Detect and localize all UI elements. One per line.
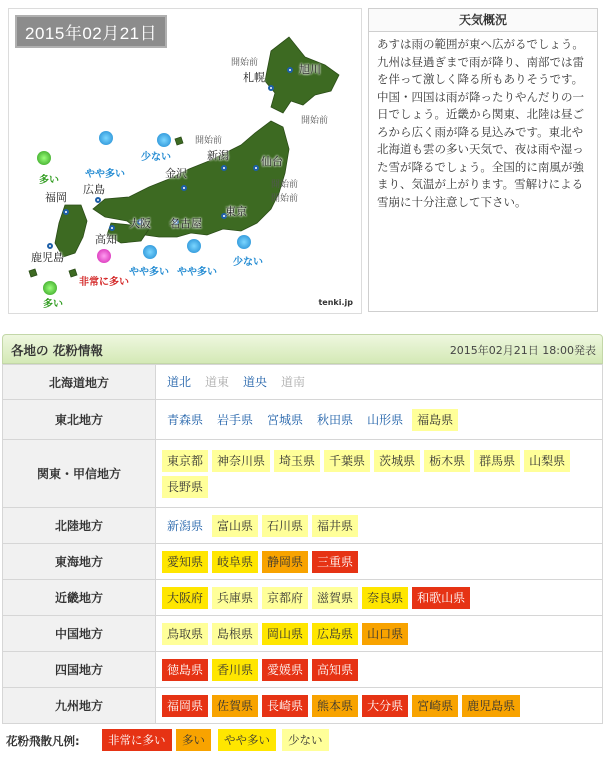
pollen-label-fukuoka: 多い [39, 175, 59, 186]
prefecture-link[interactable]: 徳島県 [162, 659, 208, 681]
prefecture-link[interactable]: 長野県 [162, 476, 208, 498]
pollen-icon-kanazawa [157, 133, 171, 147]
prefecture-link[interactable]: 愛知県 [162, 551, 208, 573]
legend-title: 花粉飛散凡例: [6, 734, 80, 748]
prefecture-link[interactable]: 群馬県 [474, 450, 520, 472]
weather-summary-text: あすは雨の範囲が東へ広がるでしょう。九州は昼過ぎまで雨が降り、南部では雷を伴って激しく降る所もありそうです。中国・四国は雨が降ったりやんだりの一日でしょう。近畿から関東、北陸は昼ごろから広く雨が降る見込みです。東北や北海道も雲の多い天気で、夜は雨や湿った雪が降るでしょう。全国的に南風が強まり、気温が上がります。雪解けによる雪崩に十分注意して下さい。 [377, 37, 584, 209]
prefecture-link[interactable]: 東京都 [162, 450, 208, 472]
region-row [3, 365, 603, 400]
prefecture-link[interactable]: 道北 [167, 375, 192, 389]
city-dot-asahikawa [287, 67, 293, 73]
legend-item: 多い [176, 729, 211, 751]
legend-item: やや多い [218, 729, 276, 751]
city-dot-hiroshima [95, 197, 101, 203]
city-dot-sapporo [268, 85, 274, 91]
prefecture-link[interactable]: 鹿児島県 [462, 695, 520, 717]
pollen-icon-kagoshima [43, 281, 57, 295]
prefecture-link[interactable]: 山形県 [367, 412, 404, 427]
region-name: 中国地方 [3, 616, 156, 652]
region-name: 東海地方 [3, 544, 156, 580]
prefecture-link[interactable]: 和歌山県 [412, 587, 470, 609]
prefecture-link[interactable]: 埼玉県 [274, 450, 320, 472]
prefecture-link[interactable]: 岩手県 [217, 412, 254, 427]
prefecture-list [156, 508, 603, 544]
prefecture-link[interactable]: 千葉県 [324, 450, 370, 472]
region-row [3, 616, 603, 652]
pollen-note-hokkaido: 開始前 [301, 116, 329, 126]
pollen-icon-kochi [97, 249, 111, 263]
legend-item: 非常に多い [102, 729, 172, 751]
pollen-table [2, 364, 603, 724]
pollen-label-kochi: 非常に多い [79, 277, 129, 288]
pollen-label-tokyo: 少ない [233, 257, 263, 268]
region-name: 九州地方 [3, 688, 156, 724]
pollen-title: 各地の 花粉情報 [11, 343, 103, 358]
city-label-kanazawa: 金沢 [165, 167, 187, 180]
weather-summary-title: 天気概況 [369, 9, 597, 32]
region-row [3, 688, 603, 724]
region-name: 北陸地方 [3, 508, 156, 544]
date-badge: 2015年02月21日 [15, 15, 167, 48]
prefecture-list [156, 616, 603, 652]
city-label-niigata: 新潟 [207, 149, 229, 162]
prefecture-link[interactable]: 広島県 [312, 623, 358, 645]
city-label-hiroshima: 広島 [83, 183, 105, 196]
prefecture-list [156, 580, 603, 616]
prefecture-link[interactable]: 鳥取県 [162, 623, 208, 645]
pollen-label-kanazawa: 少ない [141, 152, 171, 163]
prefecture-list [156, 365, 603, 400]
prefecture-link[interactable]: 滋賀県 [312, 587, 358, 609]
prefecture-link[interactable]: 大分県 [362, 695, 408, 717]
city-label-kochi: 高知 [95, 233, 117, 246]
prefecture-link[interactable]: 栃木県 [424, 450, 470, 472]
prefecture-link[interactable]: 宮城県 [267, 412, 304, 427]
city-dot-fukuoka [63, 209, 69, 215]
pollen-legend [2, 726, 603, 752]
prefecture-link[interactable]: 香川県 [212, 659, 258, 681]
pollen-icon-fukuoka [37, 151, 51, 165]
pollen-label-hiroshima: やや多い [85, 169, 125, 180]
prefecture-link[interactable]: 三重県 [312, 551, 358, 573]
weather-top-section [0, 0, 605, 320]
pollen-icon-tokyo [237, 235, 251, 249]
city-label-tokyo: 東京 [225, 205, 247, 218]
prefecture-link[interactable]: 神奈川県 [212, 450, 270, 472]
pollen-icon-osaka [143, 245, 157, 259]
prefecture-link[interactable]: 道央 [243, 375, 268, 389]
prefecture-link[interactable]: 長崎県 [262, 695, 308, 717]
prefecture-link[interactable]: 高知県 [312, 659, 358, 681]
prefecture-link[interactable]: 静岡県 [262, 551, 308, 573]
pollen-icon-hiroshima [99, 131, 113, 145]
pollen-note-sapporo: 開始前 [231, 58, 259, 68]
prefecture-link[interactable]: 岐阜県 [212, 551, 258, 573]
city-label-sendai: 仙台 [261, 155, 283, 168]
city-label-osaka: 大阪 [129, 217, 151, 230]
region-row [3, 400, 603, 440]
prefecture-link[interactable]: 富山県 [212, 515, 258, 537]
city-dot-niigata [221, 165, 227, 171]
city-dot-sendai [253, 165, 259, 171]
prefecture-link[interactable]: 愛媛県 [262, 659, 308, 681]
prefecture-list [156, 544, 603, 580]
pollen-note-east: 開始前 [271, 194, 299, 204]
prefecture-link[interactable]: 茨城県 [374, 450, 420, 472]
prefecture-list [156, 652, 603, 688]
region-name: 近畿地方 [3, 580, 156, 616]
city-label-fukuoka: 福岡 [45, 191, 67, 204]
prefecture-link[interactable]: 道南 [281, 375, 306, 389]
prefecture-link[interactable]: 佐賀県 [212, 695, 258, 717]
region-name: 関東・甲信地方 [3, 440, 156, 508]
prefecture-link[interactable]: 道東 [205, 375, 230, 389]
region-row [3, 440, 603, 508]
region-name: 北海道地方 [3, 365, 156, 400]
prefecture-list [156, 440, 603, 508]
prefecture-link[interactable]: 福井県 [312, 515, 358, 537]
pollen-icon-nagoya [187, 239, 201, 253]
city-label-kagoshima: 鹿児島 [31, 251, 64, 264]
prefecture-link[interactable]: 宮崎県 [412, 695, 458, 717]
region-row [3, 652, 603, 688]
city-label-asahikawa: 旭川 [299, 63, 321, 76]
region-name: 東北地方 [3, 400, 156, 440]
prefecture-list [156, 400, 603, 440]
prefecture-link[interactable]: 島根県 [212, 623, 258, 645]
region-row [3, 544, 603, 580]
weather-summary-panel [368, 8, 598, 312]
prefecture-link[interactable]: 兵庫県 [212, 587, 258, 609]
prefecture-link[interactable]: 山梨県 [524, 450, 570, 472]
prefecture-link[interactable]: 青森県 [167, 412, 204, 427]
prefecture-link[interactable]: 石川県 [262, 515, 308, 537]
city-label-sapporo: 札幌 [243, 71, 265, 84]
prefecture-link[interactable]: 京都府 [262, 587, 308, 609]
prefecture-list [156, 688, 603, 724]
city-label-nagoya: 名古屋 [169, 217, 202, 230]
pollen-label-osaka: やや多い [129, 267, 169, 278]
pollen-note-niigata: 開始前 [195, 136, 223, 146]
prefecture-link[interactable]: 岡山県 [262, 623, 308, 645]
prefecture-link[interactable]: 山口県 [362, 623, 408, 645]
pollen-header [2, 334, 603, 364]
japan-weather-map[interactable] [8, 8, 362, 314]
legend-item: 少ない [282, 729, 329, 751]
region-row [3, 508, 603, 544]
pollen-label-nagoya: やや多い [177, 267, 217, 278]
map-credit: tenki.jp [318, 298, 353, 307]
region-row [3, 580, 603, 616]
prefecture-link[interactable]: 奈良県 [362, 587, 408, 609]
region-name: 四国地方 [3, 652, 156, 688]
prefecture-link[interactable]: 熊本県 [312, 695, 358, 717]
prefecture-link[interactable]: 福島県 [412, 409, 458, 431]
city-dot-kanazawa [181, 185, 187, 191]
pollen-published: 2015年02月21日 18:00発表 [449, 344, 596, 357]
pollen-note-sendai: 開始前 [271, 180, 299, 190]
prefecture-link[interactable]: 新潟県 [167, 518, 204, 533]
prefecture-link[interactable]: 秋田県 [317, 412, 354, 427]
pollen-info-section [2, 334, 603, 752]
prefecture-link[interactable]: 大阪府 [162, 587, 208, 609]
prefecture-link[interactable]: 福岡県 [162, 695, 208, 717]
pollen-label-kagoshima: 多い [43, 299, 63, 310]
